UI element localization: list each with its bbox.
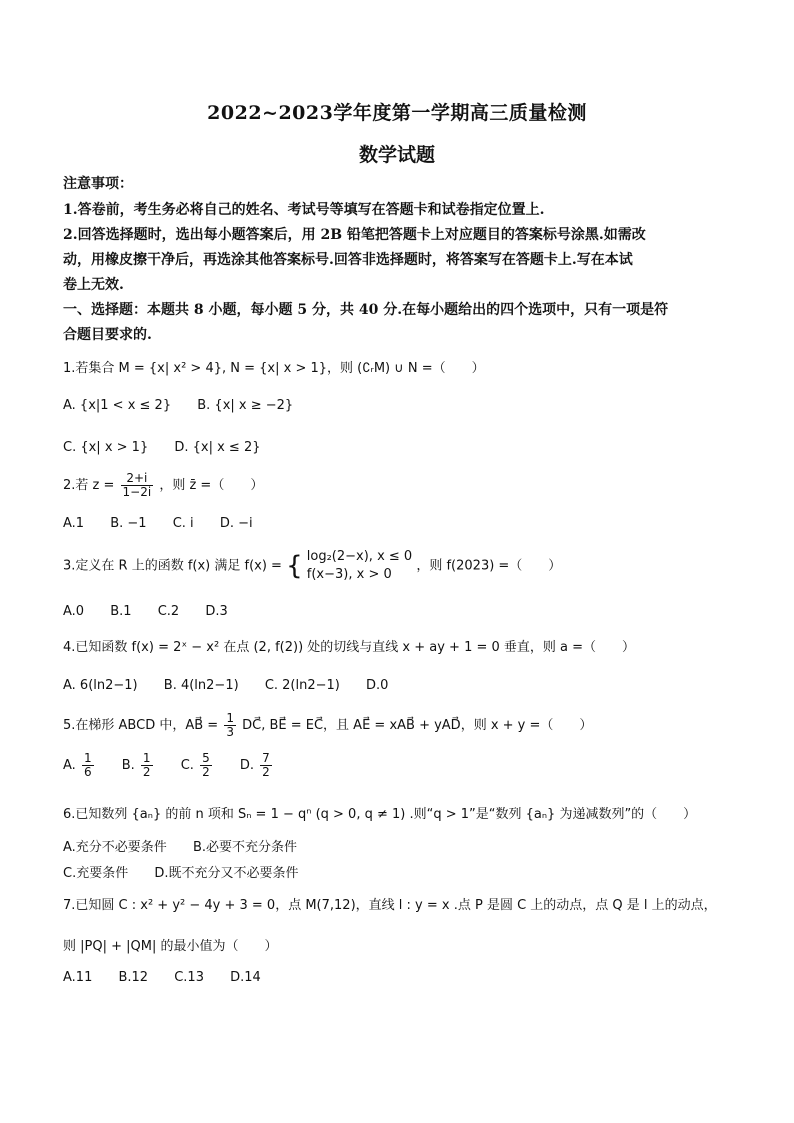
q7-option-d: D.14 xyxy=(230,970,261,985)
q2-prefix: 2.若 z = xyxy=(63,478,115,493)
q2-fraction-denominator: 1−2i xyxy=(122,485,152,499)
q4-option-c: C. 2(ln2−1) xyxy=(264,678,340,693)
q3-suffix: ，则 f(2023) =（ ） xyxy=(416,558,562,574)
q2-options xyxy=(63,516,743,531)
q3-brace: { xyxy=(286,551,303,581)
q1-option-a: A. {x|1 < x ≤ 2} xyxy=(63,398,172,413)
q5-option-c-denominator: 2 xyxy=(202,765,210,779)
q5-fraction xyxy=(224,712,236,739)
q1-stem: 1.若集合 M = {x| x² > 4}, N = {x| x > 1}，则 (∁ᵣM) ∪ N =（ ） xyxy=(63,361,485,376)
q2-option-b: B. −1 xyxy=(110,516,147,531)
q3-stem xyxy=(63,548,743,584)
q7-option-c: C.13 xyxy=(174,970,204,985)
q2-stem xyxy=(63,472,743,499)
q3-prefix: 3.定义在 R 上的函数 f(x) 满足 f(x) = xyxy=(63,558,282,574)
q2-fraction xyxy=(121,472,154,499)
q5-option-a-numerator: 1 xyxy=(83,751,92,765)
q5-prefix: 5.在梯形 ABCD 中，AB⃗ = xyxy=(63,718,219,733)
q3-case-2: f(x−3), x > 0 xyxy=(306,567,392,582)
q5-option-c-numerator: 5 xyxy=(202,751,210,765)
q5-fraction-denominator: 3 xyxy=(226,725,234,739)
notice-item-1: 1.答卷前，考生务必将自己的姓名、考试号等填写在答题卡和试卷指定位置上. xyxy=(63,202,545,218)
q2-option-c: C. i xyxy=(172,516,194,531)
q7-options xyxy=(63,970,743,985)
q6-option-b: B.必要不充分条件 xyxy=(192,840,298,855)
q6-stem: 6.已知数列 {aₙ} 的前 n 项和 Sₙ = 1 − qⁿ (q > 0, q ≠ 1) .则“q > 1”是“数列 {aₙ} 为递减数列”的（ ） xyxy=(63,807,697,822)
q5-option-d-label: D. xyxy=(239,758,254,773)
q6-options-row-2 xyxy=(63,862,743,881)
q3-option-c: C.2 xyxy=(157,604,180,619)
q5-option-b-fraction xyxy=(141,752,153,779)
exam-title: 2022~2023学年度第一学期高三质量检测 xyxy=(207,102,587,124)
q5-option-a-label: A. xyxy=(63,758,76,773)
q2-suffix: ，则 z̄ =（ ） xyxy=(159,478,264,493)
q4-options xyxy=(63,678,743,693)
q3-cases xyxy=(307,548,412,584)
q5-option-a-fraction xyxy=(82,752,94,779)
q5-option-b-numerator: 1 xyxy=(142,751,151,765)
q5-options xyxy=(63,752,743,779)
q2-fraction-numerator: 2+i xyxy=(121,472,154,486)
section-1-heading-line-1: 一、选择题：本题共 8 小题，每小题 5 分，共 40 分.在每小题给出的四个选项中，只有一项是符 xyxy=(63,302,669,318)
q3-case-1: log₂(2−x), x ≤ 0 xyxy=(306,549,413,564)
q5-stem xyxy=(63,712,743,739)
notice-item-2-line-3: 卷上无效. xyxy=(63,277,124,293)
q5-option-c-fraction xyxy=(200,752,212,779)
q5-option-b xyxy=(122,752,155,779)
q5-option-a-denominator: 6 xyxy=(83,765,92,779)
q3-option-d: D.3 xyxy=(205,604,228,619)
q1-option-c: C. {x| x > 1} xyxy=(63,440,149,455)
q3-option-b: B.1 xyxy=(110,604,132,619)
q5-fraction-numerator: 1 xyxy=(226,711,234,725)
q5-option-b-label: B. xyxy=(121,758,135,773)
q4-stem: 4.已知函数 f(x) = 2ˣ − x² 在点 (2, f(2)) 处的切线与直线 x + ay + 1 = 0 垂直，则 a =（ ） xyxy=(63,640,636,655)
q5-option-d-denominator: 2 xyxy=(262,765,270,779)
q3-options xyxy=(63,604,743,619)
q7-stem-line-1: 7.已知圆 C : x² + y² − 4y + 3 = 0，点 M(7,12)，直线 l : y = x .点 P 是圆 C 上的动点，点 Q 是 l 上的动点， xyxy=(63,898,717,913)
q5-option-c-label: C. xyxy=(180,758,194,773)
section-1-heading-line-2: 合题目要求的. xyxy=(63,327,152,343)
q6-option-d: D.既不充分又不必要条件 xyxy=(154,866,299,881)
notice-heading: 注意事项： xyxy=(63,176,133,192)
q1-option-b: B. {x| x ≥ −2} xyxy=(197,398,294,413)
q4-option-a: A. 6(ln2−1) xyxy=(63,678,138,693)
q2-option-d: D. −i xyxy=(219,516,253,531)
q6-option-c: C.充要条件 xyxy=(63,866,129,881)
q7-option-b: B.12 xyxy=(118,970,149,985)
q2-option-a: A.1 xyxy=(63,516,85,531)
q1-option-d: D. {x| x ≤ 2} xyxy=(174,440,261,455)
q5-suffix: DC⃗, BE⃗ = EC⃗，且 AE⃗ = xAB⃗ + yAD⃗，则 x + y =（ ） xyxy=(242,718,593,733)
q5-option-b-denominator: 2 xyxy=(142,765,151,779)
q3-option-a: A.0 xyxy=(63,604,85,619)
q1-options-row-2 xyxy=(63,440,743,455)
q4-option-d: D.0 xyxy=(366,678,389,693)
q5-option-d-fraction xyxy=(260,752,272,779)
q5-option-d xyxy=(240,752,274,779)
notice-item-2-line-1: 2.回答选择题时，选出每小题答案后，用 2B 铅笔把答题卡上对应题目的答案标号涂黑.如需改 xyxy=(63,227,646,243)
q5-option-c xyxy=(181,752,214,779)
q5-option-d-numerator: 7 xyxy=(262,751,270,765)
q6-options-row-1 xyxy=(63,836,743,855)
q6-option-a: A.充分不必要条件 xyxy=(63,840,167,855)
q5-option-a xyxy=(63,752,96,779)
notice-item-2-line-2: 动，用橡皮擦干净后，再选涂其他答案标号.回答非选择题时，将答案写在答题卡上.写在本试 xyxy=(63,252,633,268)
exam-subtitle: 数学试题 xyxy=(358,144,435,166)
q4-option-b: B. 4(ln2−1) xyxy=(163,678,239,693)
q7-option-a: A.11 xyxy=(63,970,93,985)
q7-stem-line-2: 则 |PQ| + |QM| 的最小值为（ ） xyxy=(63,939,278,954)
q1-options-row-1 xyxy=(63,398,743,413)
